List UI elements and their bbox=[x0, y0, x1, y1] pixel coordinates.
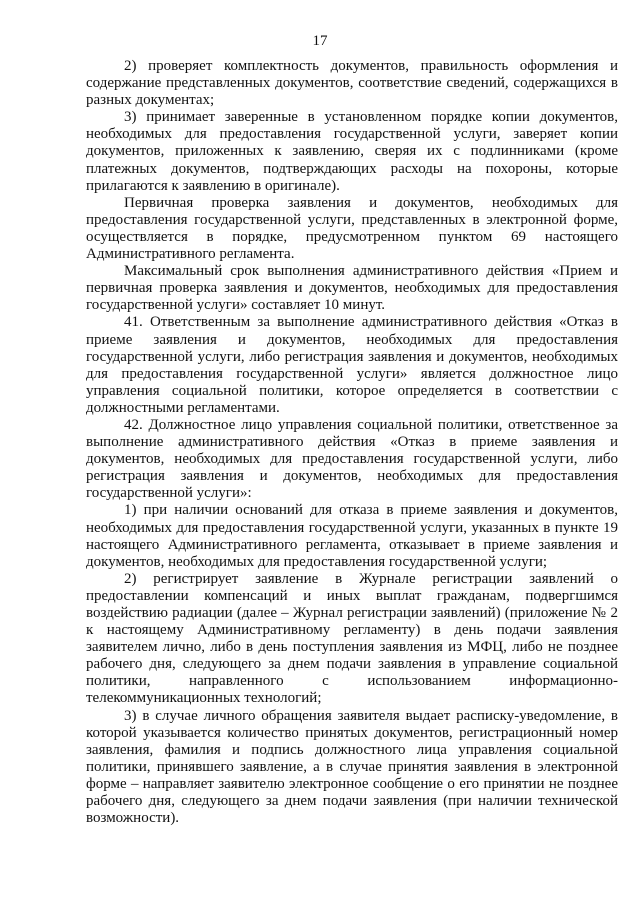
paragraph-clause-41: 41. Ответственным за выполнение административного действия «Отказ в приеме заявления и документов, необходимых для предоставления государственной услуги, либо регистрация заявления и документов, необходимых для предоставления государственной услуги» является должностное лицо управления социальной политики, которое определяется в соответствии с должностными регламентами. bbox=[86, 314, 618, 416]
paragraph-item-2: 2) проверяет комплектность документов, правильность оформления и содержание представленных документов, соответствие сведений, содержащихся в разных документах; bbox=[86, 58, 618, 109]
paragraph-clause-42: 42. Должностное лицо управления социальной политики, ответственное за выполнение административного действия «Отказ в приеме заявления и документов, необходимых для предоставления государственной услуги, либо регистрация заявления и документов, необходимых для предоставления государственной услуги»: bbox=[86, 416, 618, 502]
paragraph-42-item-3: 3) в случае личного обращения заявителя выдает расписку-уведомление, в которой указывается количество принятых документов, регистрационный номер заявления, фамилия и подпись должностного лица управления социальной политики, принявшего заявление, а в случае принятия заявления в электронной форме – направляет заявителю электронное сообщение о его принятии не позднее рабочего дня, следующего за днем подачи заявления (при наличии технической возможности). bbox=[86, 707, 618, 827]
paragraph-42-item-2: 2) регистрирует заявление в Журнале регистрации заявлений о предоставлении компенсаций и иных выплат гражданам, подвергшимся воздействию радиации (далее – Журнал регистрации заявлений) (приложение № 2 к настоящему Административному регламенту) в день подачи заявления заявителем лично, либо в день поступления заявления из МФЦ, либо не позднее рабочего дня, следующего за днем подачи заявления в управление социальной политики, направленного с использованием информационно-телекоммуникационных технологий; bbox=[86, 570, 618, 707]
paragraph-item-3: 3) принимает заверенные в установленном порядке копии документов, необходимых для предоставления государственной услуги, заверяет копии документов, приложенных к заявлению, сверяя их с подлинниками (кроме платежных документов, подтверждающих расходы на похороны, которые прилагаются к заявлению в оригинале). bbox=[86, 109, 618, 194]
paragraph-max-duration: Максимальный срок выполнения административного действия «Прием и первичная проверка заявления и документов, необходимых для предоставления государственной услуги» составляет 10 минут. bbox=[86, 263, 618, 314]
page-number: 17 bbox=[312, 33, 328, 49]
paragraph-primary-check: Первичная проверка заявления и документов, необходимых для предоставления государственной услуги, представленных в электронной форме, осуществляется в порядке, предусмотренном пунктом 69 настоящего Административного регламента. bbox=[86, 194, 618, 263]
paragraph-42-item-1: 1) при наличии оснований для отказа в приеме заявления и документов, необходимых для предоставления государственной услуги, указанных в пункте 19 настоящего Административного регламента, отказывает в приеме заявления и документов, необходимых для предоставления государственной услуги; bbox=[86, 502, 618, 570]
document-body bbox=[86, 58, 618, 827]
